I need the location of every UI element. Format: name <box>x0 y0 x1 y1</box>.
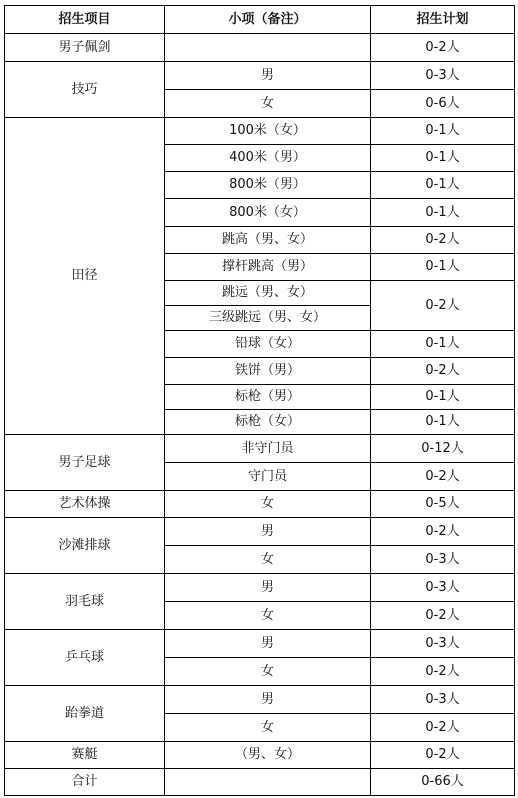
table-row <box>5 491 515 518</box>
cell-plan: 0-3人 <box>371 574 515 602</box>
table-total-row <box>5 769 515 796</box>
cell-item: 男 <box>165 518 371 546</box>
header-plan: 招生计划 <box>371 6 515 34</box>
cell-item: 男 <box>165 574 371 602</box>
cell-plan: 0-1人 <box>371 199 515 227</box>
cell-plan: 0-1人 <box>371 331 515 358</box>
cell-plan: 0-1人 <box>371 118 515 145</box>
cell-item: 800米（男） <box>165 172 371 199</box>
table-row <box>5 518 515 546</box>
cell-item: 男 <box>165 62 371 90</box>
cell-plan: 0-3人 <box>371 62 515 90</box>
cell-plan: 0-66人 <box>371 769 515 796</box>
cell-item: 女 <box>165 602 371 630</box>
cell-item: 标枪（女） <box>165 410 371 435</box>
cell-item: 跳远（男、女） <box>165 281 371 306</box>
cell-project: 羽毛球 <box>5 574 165 630</box>
table-row <box>5 62 515 90</box>
cell-project: 田径 <box>5 118 165 435</box>
cell-plan: 0-1人 <box>371 145 515 172</box>
table-row <box>5 742 515 769</box>
cell-item: 女 <box>165 658 371 686</box>
cell-plan: 0-3人 <box>371 686 515 714</box>
cell-item <box>165 34 371 62</box>
table-header-row <box>5 6 515 34</box>
cell-plan: 0-5人 <box>371 491 515 518</box>
cell-project: 赛艇 <box>5 742 165 769</box>
cell-plan: 0-6人 <box>371 90 515 118</box>
cell-project: 艺术体操 <box>5 491 165 518</box>
cell-plan: 0-2人 <box>371 602 515 630</box>
table-row <box>5 574 515 602</box>
cell-plan: 0-2人 <box>371 358 515 385</box>
cell-item: 铅球（女） <box>165 331 371 358</box>
cell-plan: 0-1人 <box>371 254 515 281</box>
cell-item <box>165 769 371 796</box>
table-row <box>5 118 515 145</box>
cell-project: 沙滩排球 <box>5 518 165 574</box>
cell-plan: 0-1人 <box>371 385 515 410</box>
cell-item: 800米（女） <box>165 199 371 227</box>
cell-plan: 0-2人 <box>371 658 515 686</box>
cell-plan: 0-3人 <box>371 630 515 658</box>
cell-plan: 0-12人 <box>371 435 515 463</box>
cell-item: 铁饼（男） <box>165 358 371 385</box>
cell-item: 三级跳远（男、女） <box>165 306 371 331</box>
cell-plan: 0-2人 <box>371 34 515 62</box>
cell-item: 守门员 <box>165 463 371 491</box>
cell-item: 女 <box>165 714 371 742</box>
cell-item: 400米（男） <box>165 145 371 172</box>
cell-item: 100米（女） <box>165 118 371 145</box>
cell-project: 男子佩剑 <box>5 34 165 62</box>
header-item: 小项（备注） <box>165 6 371 34</box>
cell-item: 标枪（男） <box>165 385 371 410</box>
cell-plan: 0-2人 <box>371 742 515 769</box>
cell-plan: 0-2人 <box>371 463 515 491</box>
cell-project: 技巧 <box>5 62 165 118</box>
cell-plan: 0-2人 <box>371 281 515 331</box>
cell-item: 男 <box>165 630 371 658</box>
cell-project: 合计 <box>5 769 165 796</box>
cell-plan: 0-1人 <box>371 172 515 199</box>
table-row <box>5 686 515 714</box>
cell-plan: 0-3人 <box>371 546 515 574</box>
cell-plan: 0-2人 <box>371 227 515 254</box>
cell-plan: 0-2人 <box>371 714 515 742</box>
cell-plan: 0-1人 <box>371 410 515 435</box>
cell-project: 跆拳道 <box>5 686 165 742</box>
cell-item: 男 <box>165 686 371 714</box>
cell-project: 乒乓球 <box>5 630 165 686</box>
cell-item: （男、女） <box>165 742 371 769</box>
cell-item: 女 <box>165 90 371 118</box>
cell-item: 女 <box>165 491 371 518</box>
cell-item: 女 <box>165 546 371 574</box>
enrollment-table <box>4 5 515 796</box>
table-row <box>5 435 515 463</box>
cell-plan: 0-2人 <box>371 518 515 546</box>
cell-item: 撑杆跳高（男） <box>165 254 371 281</box>
cell-project: 男子足球 <box>5 435 165 491</box>
table-row <box>5 630 515 658</box>
header-project: 招生项目 <box>5 6 165 34</box>
cell-item: 跳高（男、女） <box>165 227 371 254</box>
cell-item: 非守门员 <box>165 435 371 463</box>
table-row <box>5 34 515 62</box>
